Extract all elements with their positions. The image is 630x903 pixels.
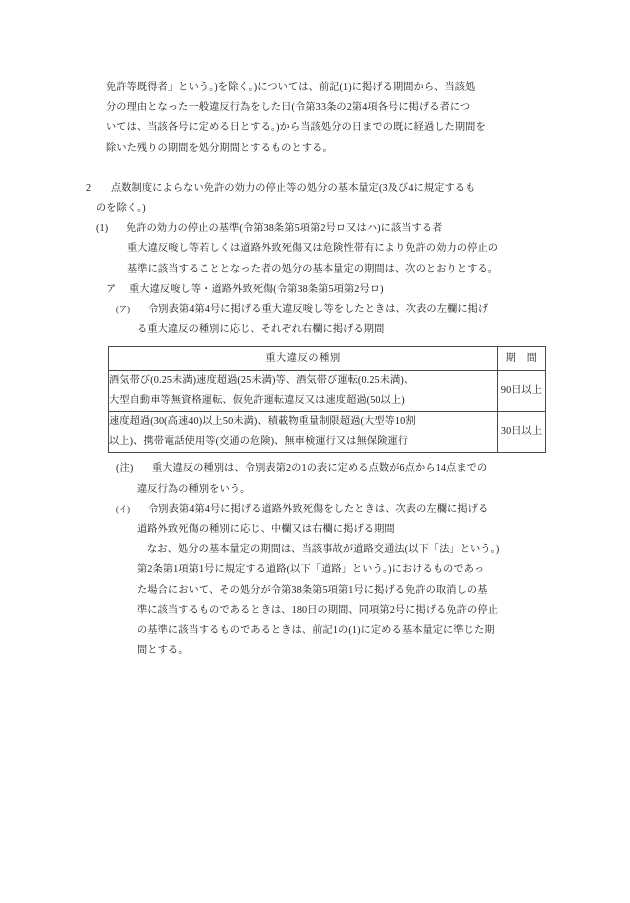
intro-line-3: いては、当該各号に定める日とする。)から当該処分の日までの既に経過した期間を: [106, 122, 486, 134]
table-cell-kind: [109, 412, 498, 453]
proviso-line-5: の基準に該当するものであるときは、前記1の(1)に定める基本量定に準じた期: [137, 625, 495, 637]
proviso-line-3: た場合において、その処分が令第38条第5項第1号に掲げる免許の取消しの基: [137, 584, 488, 596]
sub-item-ai-marker: (ア): [116, 305, 130, 315]
table-row: [109, 412, 546, 453]
section-2-title-cont: [96, 199, 560, 219]
table-cell-term: 30日以上: [498, 412, 546, 453]
table-note-text: [152, 459, 560, 479]
section-2: [86, 179, 560, 199]
table-cell-kind-line-2: 大型自動車等無資格運転、仮免許運転違反又は速度超過(50以上): [109, 395, 405, 407]
sub-item-ii-text: [148, 500, 560, 520]
proviso-line-6: 間とする。: [137, 645, 189, 657]
sub-item-ii-line-2: 道路外致死傷の種別に応じ、中欄又は右欄に掲げる期間: [137, 524, 395, 536]
table-header-row: [109, 347, 546, 371]
intro-line-2: 分の理由となった一般違反行為をした日(令第33条の2第4項各号に掲げる者につ: [106, 102, 471, 114]
section-2-title: [111, 179, 560, 199]
sub-item-ii-cont: [137, 520, 560, 540]
proviso-line-1: なお、処分の基本量定の期間は、当該事故が道路交通法(以下「法」という。): [147, 544, 500, 556]
table-note: [116, 459, 560, 479]
sub-item-ai: [116, 300, 560, 320]
table-cell-term: 90日以上: [498, 371, 546, 412]
intro-line-1: 免許等既得者」という。)を除く。)については、前記(1)に掲げる期間から、当該処: [106, 82, 476, 93]
document-body: [86, 78, 560, 661]
item-1-lead-line-1: 重大違反唆し等若しくは道路外致死傷又は危険性帯有により免許の効力の停止の: [127, 243, 499, 255]
section-2-title-line-1: 点数制度によらない免許の効力の停止等の処分の基本量定(3及び4に規定するも: [111, 182, 476, 194]
item-1-marker: (1): [96, 223, 109, 235]
sub-item-ii-marker: (イ): [116, 504, 130, 514]
item-1-lead: [127, 239, 560, 279]
table-cell-kind: [109, 371, 498, 412]
section-2-title-line-2: のを除く。): [96, 203, 146, 215]
sub-item-ii: [116, 500, 560, 520]
table-note-line-2: 違反行為の種別をいう。: [137, 483, 251, 495]
section-2-marker: 2: [86, 182, 92, 194]
proviso-line-2: 第2条第1項第1号に規定する道路(以下「道路」という。)におけるものであっ: [137, 564, 485, 576]
item-1-heading: 免許の効力の停止の基準(令第38条第5項第2号ロ又はハ)に該当する者: [126, 223, 443, 235]
sub-item-ii-line-1: 令別表第4第4号に掲げる道路外致死傷をしたときは、次表の左欄に掲げる: [148, 503, 489, 515]
item-1: [96, 219, 560, 239]
intro-line-4: 除いた残りの期間を処分期間とするものとする。: [106, 142, 333, 154]
table-note-cont: [137, 480, 560, 500]
table-header-term: 期 間: [498, 347, 546, 371]
sub-item-ai-text: [148, 300, 560, 320]
proviso-line-4: 準に該当するものであるときは、180日の期間、同項第2号に掲げる免許の停止: [137, 604, 498, 616]
table-cell-kind-line-1: 速度超過(30(高速40)以上50未満)、積載物重量制限超過(大型等10割: [109, 416, 416, 428]
intro-paragraph: [106, 78, 560, 159]
sub-item-ai-cont: [137, 320, 560, 340]
sub-item-a: [106, 280, 560, 300]
table-row: [109, 371, 546, 412]
violation-term-table: [108, 346, 546, 453]
table-note-marker: (注): [116, 463, 134, 475]
proviso-paragraph: [137, 540, 560, 661]
table-cell-kind-line-2: 以上)、携帯電話使用等(交通の危険)、無車検運行又は無保険運行: [109, 436, 409, 448]
sub-item-ai-line-1: 令別表第4第4号に掲げる重大違反唆し等をしたときは、次表の左欄に掲げ: [148, 304, 489, 316]
table-note-line-1: 重大違反の種別は、令別表第2の1の表に定める点数が6点から14点までの: [152, 463, 488, 475]
sub-item-ai-line-2: る重大違反の種別に応じ、それぞれ右欄に掲げる期間: [137, 324, 385, 336]
violation-term-table-wrapper: [108, 346, 545, 453]
item-1-lead-line-2: 基準に該当することとなった者の処分の基本量定の期間は、次のとおりとする。: [127, 263, 499, 275]
sub-item-a-heading: 重大違反唆し等・道路外致死傷(令第38条第5項第2号ロ): [129, 283, 384, 295]
table-cell-kind-line-1: 酒気帯び(0.25未満)速度超過(25未満)等、酒気帯び運転(0.25未満)、: [109, 375, 415, 387]
sub-item-a-marker: ア: [106, 283, 117, 295]
table-header-kind: 重大違反の種別: [109, 347, 498, 371]
